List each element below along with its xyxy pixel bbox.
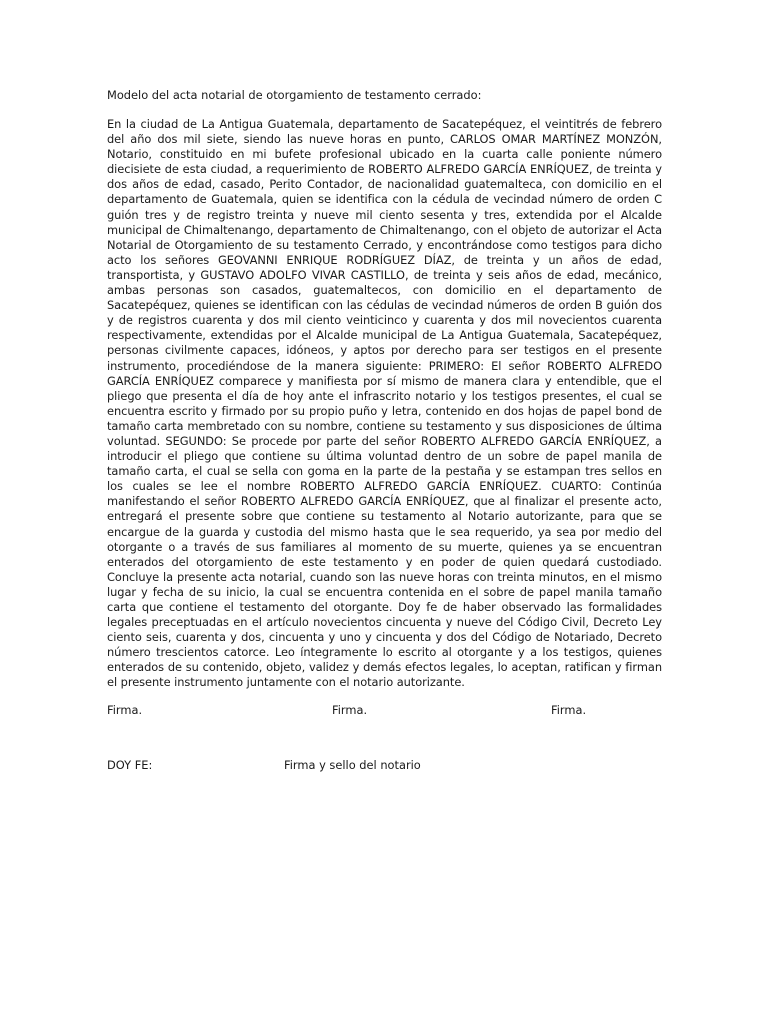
doy-fe-label: DOY FE: <box>107 758 153 772</box>
signature-label-otorgante: Firma. <box>107 703 143 717</box>
notary-signature-label: Firma y sello del notario <box>284 758 421 772</box>
document-page <box>107 88 662 691</box>
signature-label-testigo-1: Firma. <box>332 703 368 717</box>
document-body: En la ciudad de La Antigua Guatemala, departamento de Sacatepéquez, el veintitrés de febrero del año dos mil siete, siendo las nueve horas en punto, CARLOS OMAR MARTÍNEZ MONZÓN, Notario, constituido en mi bufete profesional ubicado en la cuarta calle poniente número diecisiete de esta ciudad, a requerimiento de ROBERTO ALFREDO GARCÍA ENRÍQUEZ, de treinta y dos años de edad, casado, Perito Contador, de nacionalidad guatemalteca, con domicilio en el departamento de Guatemala, quien se identifica con la cédula de vecindad número de orden C guión tres y de registro treinta y nueve mil ciento sesenta y tres, extendida por el Alcalde municipal de Chimaltenango, departamento de Chimaltenango, con el objeto de autorizar el Acta Notarial de Otorgamiento de su testamento Cerrado, y encontrándose como testigos para dicho acto los señores GEOVANNI ENRIQUE RODRÍGUEZ DÍAZ, de treinta y un años de edad, transportista, y GUSTAVO ADOLFO VIVAR CASTILLO, de treinta y seis años de edad, mecánico, ambas personas son casados, guatemaltecos, con domicilio en el departamento de Sacatepéquez, quienes se identifican con las cédulas de vecindad números de orden B guión dos y de registros cuarenta y dos mil ciento veinticinco y cuarenta y dos mil novecientos cuarenta respectivamente, extendidas por el Alcalde municipal de La Antigua Guatemala, Sacatepéquez, personas civilmente capaces, idóneos, y aptos por derecho para ser testigos en el presente instrumento, procediéndose de la manera siguiente: PRIMERO: El señor ROBERTO ALFREDO GARCÍA ENRÍQUEZ comparece y manifiesta por sí mismo de manera clara y entendible, que el pliego que presenta el día de hoy ante el infrascrito notario y los testigos presentes, el cual se encuentra escrito y firmado por su propio puño y letra, contenido en dos hojas de papel bond de tamaño carta membretado con su nombre, contiene su testamento y sus disposiciones de última voluntad. SEGUNDO: Se procede por parte del señor ROBERTO ALFREDO GARCÍA ENRÍQUEZ, a introducir el pliego que contiene su última voluntad dentro de un sobre de papel manila de tamaño carta, el cual se sella con goma en la parte de la pestaña y se estampan tres sellos en los cuales se lee el nombre ROBERTO ALFREDO GARCÍA ENRÍQUEZ. CUARTO: Continúa manifestando el señor ROBERTO ALFREDO GARCÍA ENRÍQUEZ, que al finalizar el presente acto, entregará el presente sobre que contiene su testamento al Notario autorizante, para que se encargue de la guarda y custodia del mismo hasta que le sea requerido, ya sea por medio del otorgante o a través de sus familiares al momento de su muerte, quienes ya se encuentran enterados del otorgamiento de este testamento y en poder de quien quedará custodiado. Concluye la presente acta notarial, cuando son las nueve horas con treinta minutos, en el mismo lugar y fecha de su inicio, la cual se encuentra contenida en el sobre de papel manila tamaño carta que contiene el testamento del otorgante. Doy fe de haber observado las formalidades legales preceptuadas en el artículo novecientos cincuenta y nueve del Código Civil, Decreto Ley ciento seis, cuarenta y dos, cincuenta y uno y cincuenta y dos del Código de Notariado, Decreto número trescientos catorce. Leo íntegramente lo escrito al otorgante y a los testigos, quienes enterados de su contenido, objeto, validez y demás efectos legales, lo aceptan, ratifican y firman el presente instrumento juntamente con el notario autorizante. <box>107 117 662 690</box>
document-title: Modelo del acta notarial de otorgamiento de testamento cerrado: <box>107 88 482 102</box>
signature-label-testigo-2: Firma. <box>551 703 587 717</box>
